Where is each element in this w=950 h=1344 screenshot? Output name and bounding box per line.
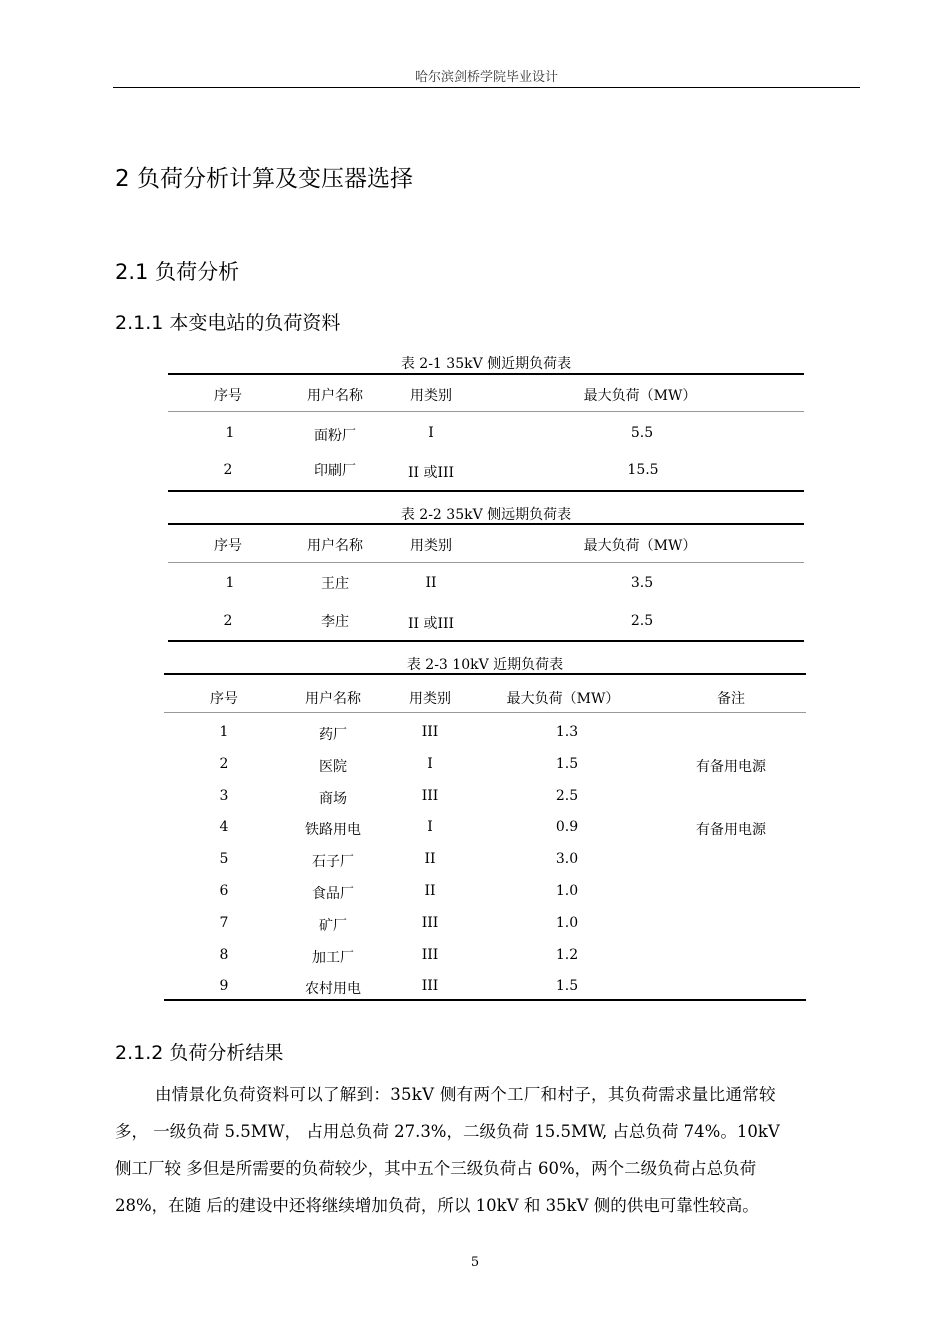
paragraph-line: 28%，在随 后的建设中还将继续增加负荷，所以 10kV 和 35kV 侧的供电可靠性较高。: [115, 1196, 759, 1215]
table2-header-cell: 用户名称: [307, 538, 363, 554]
table2-header-rule: [168, 562, 804, 563]
page-number: 5: [470, 1255, 480, 1270]
table3-header-cell: 备注: [717, 691, 745, 707]
paragraph-line: 多， 一级负荷 5.5MW， 占用总负荷 27.3%，二级负荷 15.5MW, 占总负荷 74%。10kV: [115, 1122, 780, 1141]
table3-cell: 1: [219, 724, 229, 740]
table1-bottom-rule: [168, 490, 804, 492]
table3-header-rule: [164, 712, 806, 713]
table3-cell: 5: [219, 851, 229, 868]
table3-cell: III: [421, 914, 439, 931]
table3-cell: 1.5: [555, 978, 579, 995]
header-rule: [113, 87, 860, 88]
table3-header-cell: 最大负荷（MW）: [506, 691, 620, 707]
table2-top-rule: [168, 523, 804, 525]
table1-header-cell: 最大负荷（MW）: [583, 388, 697, 404]
table2-cell: II 或III: [407, 616, 455, 632]
table3-cell: 2.5: [555, 787, 579, 804]
table1-cell: II 或III: [407, 465, 455, 481]
chapter-title: 2 负荷分析计算及变压器选择: [115, 166, 413, 192]
table1-cell: 面粉厂: [314, 428, 356, 444]
table3-cell: 铁路用电: [305, 822, 361, 839]
table3-cell: 7: [219, 914, 229, 931]
table3-cell: III: [421, 978, 439, 995]
table1-cell: 15.5: [627, 462, 659, 478]
table3-bottom-rule: [164, 999, 806, 1001]
table3-header-cell: 用类别: [409, 691, 451, 707]
table3-cell: II: [424, 883, 436, 899]
table3-cell: 3.0: [555, 851, 579, 868]
table1-caption: 表 2-1 35kV 侧近期负荷表: [400, 356, 572, 372]
table3-remark-cell: 有备用电源: [696, 758, 766, 775]
table1-header-cell: 用类别: [410, 388, 452, 404]
table2-header-cell: 用类别: [410, 538, 452, 554]
table3-cell: 石子厂: [312, 854, 354, 871]
table3-cell: I: [427, 819, 433, 836]
table2-cell: 3.5: [630, 575, 654, 591]
table3-cell: II: [424, 851, 436, 868]
table3-header-cell: 序号: [210, 691, 238, 707]
table1-cell: 2: [223, 462, 233, 478]
page-header: 哈尔滨剑桥学院毕业设计: [414, 70, 558, 85]
table3-cell: 0.9: [555, 819, 579, 836]
table1-cell: 印刷厂: [314, 463, 356, 479]
table3-cell: 1.0: [555, 914, 579, 931]
table3-cell: 医院: [319, 758, 347, 775]
table2-cell: 王庄: [321, 576, 349, 592]
table3-top-rule: [164, 673, 806, 675]
table2-header-cell: 最大负荷（MW）: [583, 538, 697, 554]
table3-cell: 3: [219, 787, 229, 804]
table3-cell: 1.5: [555, 755, 579, 772]
table3-cell: 1.0: [555, 883, 579, 899]
table3-caption: 表 2-3 10kV 近期负荷表: [406, 657, 564, 673]
paragraph-line: 由情景化负荷资料可以了解到：35kV 侧有两个工厂和村子，其负荷需求量比通常较: [155, 1085, 776, 1104]
table2-cell: 李庄: [321, 614, 349, 630]
table3-header-cell: 用户名称: [305, 691, 361, 707]
table3-remark-cell: 有备用电源: [696, 822, 766, 839]
table3-cell: 8: [219, 946, 229, 963]
table1-header-cell: 用户名称: [307, 388, 363, 404]
table3-cell: 加工厂: [312, 949, 354, 966]
table3-cell: 6: [219, 883, 229, 899]
analysis-paragraph: [115, 1076, 865, 1224]
table3-cell: 1.3: [555, 724, 579, 740]
table1-top-rule: [168, 373, 804, 375]
table2-cell: 2: [223, 613, 233, 629]
table2-header-cell: 序号: [214, 538, 242, 554]
table1-cell: 5.5: [630, 425, 654, 441]
table3-cell: 食品厂: [312, 886, 354, 902]
table3-cell: 2: [219, 755, 229, 772]
table1-header-cell: 序号: [214, 388, 242, 404]
table1-cell: 1: [225, 425, 235, 441]
table2-cell: 1: [225, 575, 235, 591]
table3-cell: 药厂: [319, 727, 347, 743]
subsection-title-2: 2.1.2 负荷分析结果: [115, 1042, 284, 1064]
table3-cell: 农村用电: [305, 981, 361, 998]
table3-cell: 矿厂: [319, 917, 347, 934]
table2-cell: 2.5: [630, 613, 654, 629]
table3-cell: 1.2: [555, 946, 579, 963]
table2-caption: 表 2-2 35kV 侧远期负荷表: [400, 507, 572, 523]
table3-cell: 4: [219, 819, 229, 836]
table1-header-rule: [168, 411, 804, 412]
table3-cell: III: [421, 787, 439, 804]
table2-cell: II: [425, 575, 437, 591]
table3-cell: 9: [219, 978, 229, 995]
table1-cell: I: [428, 425, 434, 441]
table3-cell: III: [421, 724, 439, 740]
table3-cell: III: [421, 946, 439, 963]
table3-cell: I: [427, 755, 433, 772]
table3-cell: 商场: [319, 790, 347, 807]
paragraph-line: 侧工厂较 多但是所需要的负荷较少，其中五个三级负荷占 60%，两个二级负荷占总负荷: [115, 1159, 757, 1178]
section-title: 2.1 负荷分析: [115, 260, 240, 284]
subsection-title-1: 2.1.1 本变电站的负荷资料: [115, 312, 341, 334]
table2-bottom-rule: [168, 640, 804, 642]
